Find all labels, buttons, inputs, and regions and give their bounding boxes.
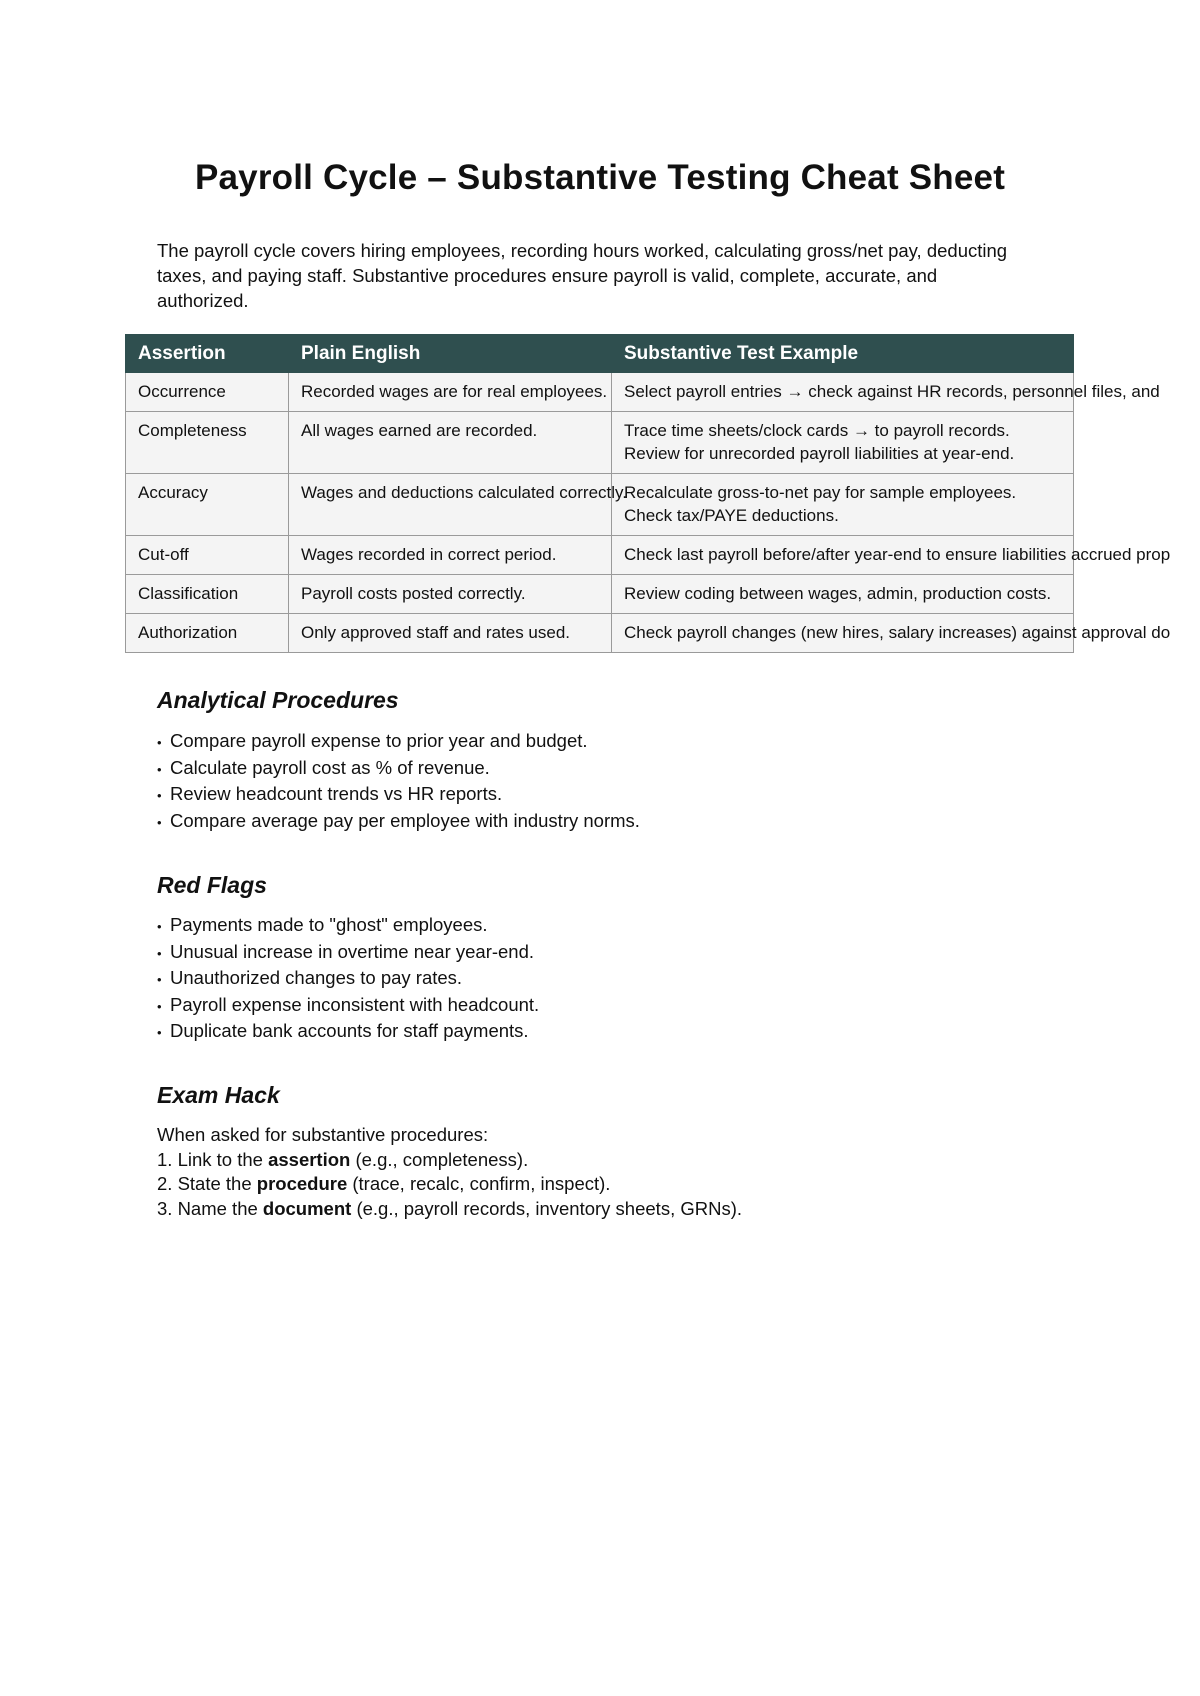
table-row: [126, 614, 1074, 653]
list-item: • Payments made to "ghost" employees.: [157, 913, 539, 940]
analytical-procedures-list: [157, 729, 640, 835]
test-line: Check last payroll before/after year-end to ensure liabilities accrued prop: [624, 545, 1171, 564]
table-header-row: [126, 335, 1074, 373]
cell-assertion: Authorization: [126, 614, 289, 653]
assertions-table: [125, 334, 1171, 653]
intro-paragraph: The payroll cycle covers hiring employees, recording hours worked, calculating gross/net pay, deducting taxes, and paying staff. Substantive procedures ensure payroll is valid, complete, accurate, and authorized.: [157, 240, 1008, 311]
list-item: • Payroll expense inconsistent with headcount.: [157, 993, 539, 1020]
red-flags-list: [157, 913, 539, 1046]
list-item: • Duplicate bank accounts for staff payments.: [157, 1019, 539, 1046]
step-text: 3. Name the: [157, 1197, 263, 1219]
test-line: Check payroll changes (new hires, salary increases) against approval do: [624, 623, 1171, 642]
table-row: [126, 412, 1074, 474]
table-row: [126, 575, 1074, 614]
list-item: • Unauthorized changes to pay rates.: [157, 966, 539, 993]
page-title: Payroll Cycle – Substantive Testing Cheat Sheet: [194, 158, 1006, 197]
list-item: • Calculate payroll cost as % of revenue.: [157, 756, 640, 783]
header-substantive-test: Substantive Test Example: [612, 335, 1074, 373]
step-keyword: procedure: [256, 1173, 348, 1194]
analytical-procedures-heading: Analytical Procedures: [157, 687, 399, 713]
table-row: [126, 474, 1074, 536]
list-item: • Review headcount trends vs HR reports.: [157, 782, 640, 809]
cell-assertion: Accuracy: [126, 474, 289, 536]
table-row: [126, 373, 1074, 412]
list-item: • Compare payroll expense to prior year and budget.: [157, 729, 640, 756]
cell-test-example: [612, 373, 1160, 412]
step-text: (e.g., completeness).: [350, 1148, 529, 1170]
assertions-table-container: [125, 334, 1171, 653]
cell-test-example: [612, 536, 1171, 575]
cell-test-example: [612, 412, 1074, 474]
step-text: (trace, recalc, confirm, inspect).: [347, 1173, 611, 1194]
exam-hack-step: [157, 1172, 742, 1197]
cell-assertion: Cut-off: [126, 536, 289, 575]
test-line: Trace time sheets/clock cards → to payroll records.: [624, 421, 1010, 440]
cell-plain-english: Recorded wages are for real employees.: [289, 373, 612, 412]
exam-hack-intro: When asked for substantive procedures:: [157, 1124, 489, 1145]
test-line: Review for unrecorded payroll liabilities at year-end.: [624, 444, 1015, 463]
cell-assertion: Classification: [126, 575, 289, 614]
exam-hack-step: [157, 1197, 742, 1222]
header-plain-english: Plain English: [289, 335, 612, 373]
cell-assertion: Completeness: [126, 412, 289, 474]
cell-test-example: [612, 575, 1074, 614]
list-item: • Compare average pay per employee with industry norms.: [157, 809, 640, 836]
exam-hack-step: [157, 1148, 742, 1173]
exam-hack-block: [157, 1123, 742, 1221]
step-keyword: document: [262, 1197, 352, 1219]
step-text: (e.g., payroll records, inventory sheets, GRNs).: [351, 1197, 743, 1219]
test-line: Select payroll entries → check against HR records, personnel files, and: [624, 382, 1160, 401]
step-text: 2. State the: [157, 1173, 257, 1194]
exam-hack-heading: Exam Hack: [157, 1082, 280, 1108]
red-flags-heading: Red Flags: [157, 872, 267, 898]
cell-test-example: [612, 474, 1074, 536]
test-line: Review coding between wages, admin, production costs.: [624, 584, 1052, 603]
cell-test-example: [612, 614, 1171, 653]
cell-plain-english: Payroll costs posted correctly.: [289, 575, 612, 614]
header-assertion: Assertion: [126, 335, 289, 373]
cell-plain-english: Wages recorded in correct period.: [289, 536, 612, 575]
step-keyword: assertion: [268, 1148, 351, 1170]
cell-assertion: Occurrence: [126, 373, 289, 412]
cell-plain-english: Wages and deductions calculated correctly.: [289, 474, 612, 536]
table-row: [126, 536, 1074, 575]
test-line: Recalculate gross-to-net pay for sample employees.: [624, 483, 1017, 502]
step-text: 1. Link to the: [157, 1148, 269, 1170]
list-item: • Unusual increase in overtime near year-end.: [157, 940, 539, 967]
cell-plain-english: All wages earned are recorded.: [289, 412, 612, 474]
test-line: Check tax/PAYE deductions.: [624, 506, 839, 525]
cell-plain-english: Only approved staff and rates used.: [289, 614, 612, 653]
